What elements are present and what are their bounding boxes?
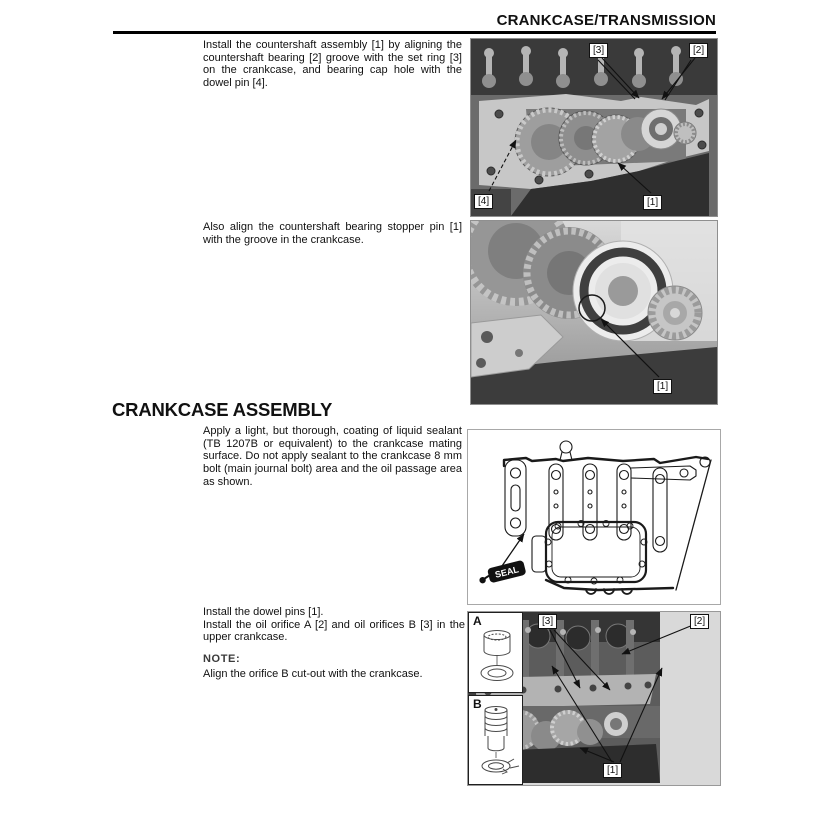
figure-dowel-pins-oil-orifices	[467, 611, 721, 786]
stopper-pin-photo-illustration	[471, 221, 717, 404]
panel-a-oil-orifice-a	[468, 612, 523, 693]
panel-b-oil-orifice-b	[468, 695, 523, 785]
page-header-title: CRANKCASE/TRANSMISSION	[496, 12, 716, 29]
callout-stopper-pin: [1]	[653, 379, 672, 394]
figure-countershaft-installation	[470, 38, 718, 217]
callout-countershaft: [1]	[643, 195, 662, 210]
note-text: Align the orifice B cut-out with the crankcase.	[203, 667, 423, 680]
callout-oil-orifice-a: [2]	[690, 614, 709, 629]
step1-paragraph: Install the countershaft assembly [1] by aligning the countershaft bearing [2] groove with the set ring [3] on the crankcase, and bearing cap hole with the dowel pin [4].	[203, 39, 462, 90]
sealant-paragraph: Apply a light, but thorough, coating of liquid sealant (TB 1207B or equivalent) to the crankcase mating surface. Do not apply sealant to the crankcase 8 mm bolt (main journal bolt) area and the oil passage area as shown.	[203, 425, 462, 488]
oil-orifice-a-drawing	[469, 613, 521, 691]
callout-dowel-pins: [1]	[603, 763, 622, 778]
header-rule	[113, 31, 716, 34]
step3-line2: Install the oil orifice A [2] and oil orifices B [3] in the upper crankcase.	[203, 618, 465, 644]
panel-b-label: B	[473, 697, 482, 711]
oil-orifice-b-drawing	[469, 696, 521, 781]
step3-text-block	[203, 606, 465, 681]
callout-set-ring: [3]	[589, 43, 608, 58]
callout-bearing: [2]	[689, 43, 708, 58]
figure-sealing-surface-diagram	[467, 429, 721, 605]
crankcase-mating-surface-drawing	[468, 430, 720, 604]
seal-label: SEAL	[493, 564, 520, 580]
figure-stopper-pin	[470, 220, 718, 405]
note-label: NOTE:	[203, 653, 241, 666]
section-heading-crankcase-assembly: CRANKCASE ASSEMBLY	[112, 399, 333, 420]
panel-a-label: A	[473, 614, 482, 628]
callout-dowel-pin: [4]	[474, 194, 493, 209]
countershaft-photo-illustration	[471, 39, 717, 216]
step2-paragraph: Also align the countershaft bearing stopper pin [1] with the groove in the crankcase.	[203, 221, 462, 246]
splined-shaft-icon	[648, 286, 702, 340]
step3-line1: Install the dowel pins [1].	[203, 606, 324, 618]
callout-oil-orifice-b: [3]	[538, 614, 557, 629]
